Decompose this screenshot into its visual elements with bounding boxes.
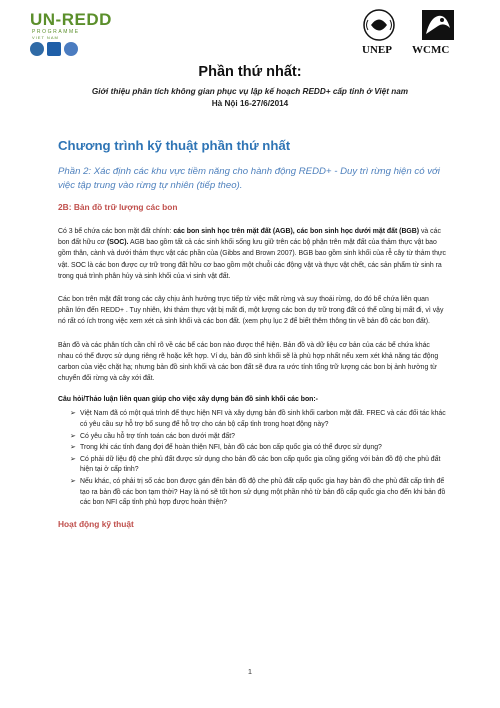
bullet-text: Việt Nam đã có một quá trình để thực hiện NFI và xây dựng bản đồ sinh khối carbon mặt đất. FREC và các đối tác khác có yêu cầu sự hỗ trợ bổ sung để hỗ trợ cho cán bộ cấp tỉnh trong hoạt động này?: [80, 410, 446, 429]
unredd-country-text: VIET NAM: [32, 35, 59, 40]
document-place-date: Hà Nội 16-27/6/2014: [211, 99, 289, 108]
question-bullet-list: [58, 409, 446, 508]
unep-wcmc-logo: [362, 8, 482, 58]
section-heading: Chương trình kỹ thuật phần thứ nhất: [58, 138, 291, 153]
bullet-text: Trong khi các tỉnh đang đợi để hoàn thiện NFI, bản đồ các bon cấp quốc gia có thể được sử dụng?: [80, 444, 382, 452]
p1-pre: Có 3 bể chứa các bon mặt đất chính:: [58, 228, 174, 235]
discussion-question: Câu hỏi/Thảo luận liên quan giúp cho việc xây dựng bản đồ sinh khối các bon:-: [58, 396, 318, 404]
p1-bold-soc: (SOC).: [106, 239, 129, 247]
part-heading: Phần 2: Xác định các khu vực tiềm năng cho hành động REDD+ - Duy trì rừng hiện có với việc tập trung vào rừng tự nhiên (tiếp theo).: [58, 166, 440, 191]
p1-post: AGB bao gồm tất cả các sinh khối sống lưu giữ trên các bộ phận trên mặt đất của thảm thực vật bao gồm thân, cành và dưới thảm thực vật các phần của (Gibbs and Brown 2007). BGB bao gồm sinh khối của rễ cây từ thảm thực vật. SOC là các bon được cự trữ trong đất hữu cơ bao gồm một chuỗi các động vật và thực vật chết, các sản phẩm từ sinh ra trong quá trình phân hủy và sinh khối của vi sinh vật đất.: [58, 239, 446, 280]
paragraph-maps-analysis: Bản đồ và các phân tích cần chỉ rõ về các bể các bon nào được thể hiện. Bản đồ và dữ liệu cơ bản của các bể chứa khác nhau có thể được sử dụng riêng rẽ hoặc kết hợp. Ví dụ, bản đồ sinh khối sẽ là phù hợp nhất nếu xem xét khả năng tác động carbon của việc chặt hạ; nhưng bản đồ sinh khối và các bon đất sẽ đưa ra ước tính tổng trữ lượng các bon bị ảnh hưởng từ chuyển đổi rừng và cây xới đất.: [58, 341, 439, 383]
wcmc-logo-text: WCMC: [412, 44, 450, 56]
activity-heading: Hoạt động kỹ thuật: [58, 518, 134, 529]
page-number: 1: [247, 667, 253, 676]
p1-bold-agb-bgb: các bon sinh học trên mặt đất (AGB), các bon sinh học dưới mặt đất (BGB): [173, 228, 420, 235]
p1-mid: và các bon đất hữu cơ: [58, 228, 441, 247]
unep-emblem-icon: [362, 8, 396, 42]
list-item: [58, 455, 446, 476]
list-item: [58, 409, 446, 430]
document-subtitle: Giới thiệu phân tích không gian phục vụ lập kế hoạch REDD+ cấp tỉnh ở Việt nam: [91, 87, 409, 96]
list-item: [58, 477, 446, 509]
bullet-text: Nếu khác, có phải trị số các bon được gán đến bản đồ độ che phủ đất cấp quốc gia hay bản đồ che phủ đất cấp tỉnh để tạo ra bản đồ các bon tạm thời? Hay là nó sẽ tốt hơn sử dụng một phần nhỏ từ bản đồ cấp quốc gia cho đến khi bản đồ các bon NFI cấp tỉnh phù hợp được hoàn thiện?: [80, 478, 446, 507]
agency-logos: [30, 42, 78, 56]
arrow-bullet-icon: ➢: [70, 455, 76, 463]
arrow-bullet-icon: ➢: [70, 444, 76, 452]
title-block: [40, 64, 460, 108]
unep-small-logo-icon: [64, 42, 78, 56]
unep-logo-text: UNEP: [362, 44, 392, 56]
arrow-bullet-icon: ➢: [70, 410, 76, 418]
fao-logo-icon: [30, 42, 44, 56]
document-title: Phần thứ nhất:: [198, 64, 302, 80]
list-item: [58, 443, 446, 454]
paragraph-above-ground: Các bon trên mặt đất trong các cây chịu ảnh hưởng trực tiếp từ việc mất rừng và suy thoái rừng, do đó bể chứa liên quan phần lớn đến REDD+ . Tuy nhiên, khi thảm thực vật bị mất đi, một lượng các bon dự trữ trong đất có thể cũng bị mất đi, vì vậy nó rất có ích trong việc xem xét cả sinh khối và các bon đất. (xem phụ lục 2 để biết thêm thông tin về bản đồ các bon đất).: [58, 296, 444, 326]
wcmc-emblem-icon: [420, 8, 456, 42]
list-item: [58, 432, 446, 443]
unredd-programme-text: PROGRAMME: [32, 29, 80, 35]
paragraph-carbon-pools: [58, 226, 446, 282]
arrow-bullet-icon: ➢: [70, 432, 76, 440]
unredd-logo-text: UN-REDD: [30, 10, 112, 29]
bullet-text: Có phải dữ liệu độ che phủ đất được sử dụng cho bản đồ các bon cấp quốc gia cũng giống với bản đồ độ che phủ đất hiện tại ở cấp tỉnh?: [80, 455, 441, 474]
arrow-bullet-icon: ➢: [70, 478, 76, 485]
bullet-text: Có yêu cầu hỗ trợ tính toán các bon dưới mặt đất?: [80, 432, 235, 440]
sub-heading: 2B: Bản đồ trữ lượng các bon: [58, 202, 178, 212]
main-content: [58, 138, 446, 529]
undp-logo-icon: [47, 42, 61, 56]
